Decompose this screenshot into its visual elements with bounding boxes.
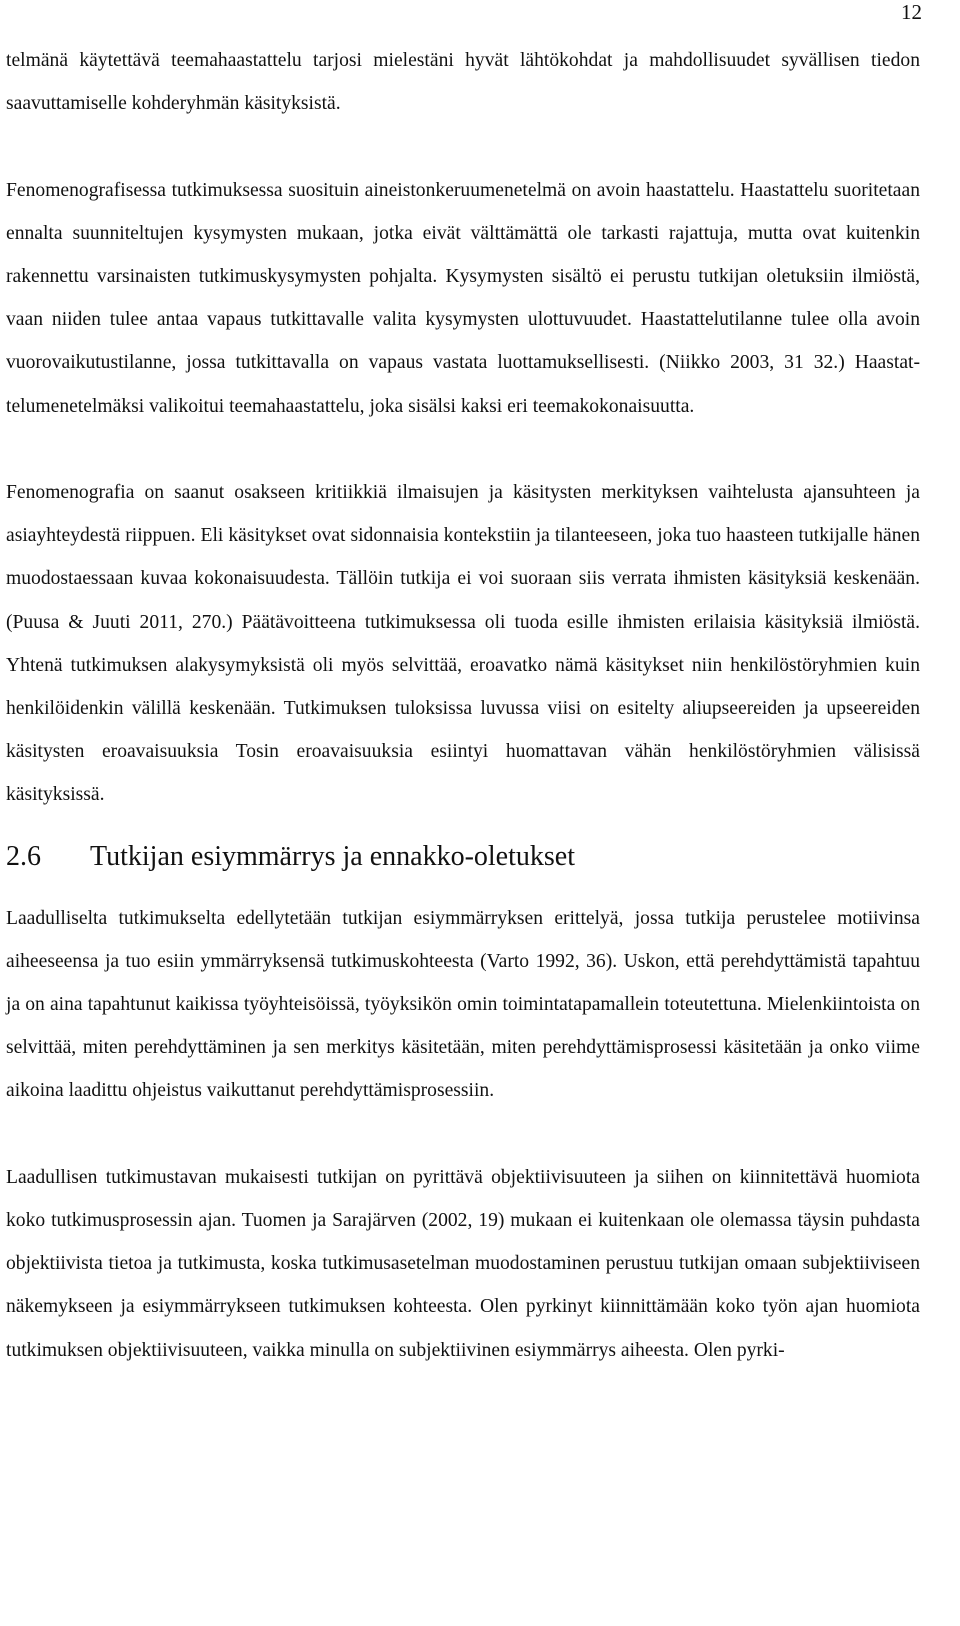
paragraph-spacer — [6, 428, 920, 471]
paragraph-1: telmänä käytettävä teemahaastattelu tarjosi mielestäni hyvät lähtökohdat ja mahdollisuudet syvällisen tiedon saavuttamiselle kohderyhmän käsityksistä. — [6, 50, 920, 115]
paragraph-5: Laadullisen tutkimustavan mukaisesti tutkijan on pyrittävä objektiivisuuteen ja siihen on kiinnitettävä huomiota koko tutkimusprosessin ajan. Tuomen ja Sarajärven (2002, 19) mukaan ei kuitenkaan ole olemassa täysin puhdasta objektiivista tietoa ja tutkimusta, koska tutkimusasetelman muodostaminen perustuu tutkijan omaan subjektiiviseen näkemykseen ja esiymmärrykseen tutkimuksen kohteesta. Olen pyrkinyt kiinnittämään koko työn ajan huomiota tutkimuksen objektiivisuuteen, vaikka minulla on subjektiivinen esiymmärrys aiheesta. Olen pyrki- — [6, 1166, 920, 1361]
section-heading — [6, 817, 920, 897]
document-body — [6, 39, 920, 1372]
paragraph-2: Fenomenografisessa tutkimuksessa suosituin aineistonkeruumenetelmä on avoin haastattelu. Haastattelu suoritetaan ennalta suunniteltujen kysymysten mukaan, jotka eivät välttämättä ole tarkasti rajattuja, mutta ovat kuitenkin rakennettu varsinaisten tutkimuskysymysten pohjalta. Kysymysten sisältö ei perustu tutkijan oletuksiin ilmiöstä, vaan niiden tulee antaa vapaus tutkittavalle valita kysymysten ulottuvuudet. Haastattelutilanne tulee olla avoin vuorovaikutustilanne, jossa tutkittavalla on vapaus vastata luottamuksellisesti. (Niikko 2003, 31 32.) Haastattelumenetelmäksi valikoitui teemahaastattelu, joka sisälsi kaksi eri teemakokonaisuutta. — [6, 179, 920, 417]
page-number: 12 — [901, 0, 922, 24]
paragraph-spacer — [6, 1113, 920, 1156]
section-number: 2.6 — [6, 840, 41, 872]
paragraph-3: Fenomenografia on saanut osakseen kritiikkiä ilmaisujen ja käsitysten merkityksen vaihtelusta ajansuhteen ja asiayhteydestä riippuen. Eli käsitykset ovat sidonnaisia kontekstiin ja tilanteeseen, joka tuo haasteen tutkijalle hänen muodostaessaan kuvaa kokonaisuudesta. Tällöin tutkija ei voi suoraan siis verrata ihmisten käsityksiä keskenään. (Puusa & Juuti 2011, 270.) Päätävoitteena tutkimuksessa oli tuoda esille ihmisten erilaisia käsityksiä ilmiöstä. Yhtenä tutkimuksen alakysymyksistä oli myös selvittää, eroavatko nämä käsitykset niin henkilöstöryhmien kuin henkilöidenkin välillä keskenään. Tutkimuksen tuloksissa luvussa viisi on esitelty aliupseereiden ja upseereiden käsitysten eroavaisuuksia Tosin eroavaisuuksia esiintyi huomattavan vähän henkilöstöryhmien välisissä käsityksissä. — [6, 482, 920, 806]
section-title: Tutkijan esiymmärrys ja ennakko-oletukset — [90, 840, 575, 872]
paragraph-spacer — [6, 125, 920, 168]
paragraph-4: Laadulliselta tutkimukselta edellytetään tutkijan esiymmärryksen erittelyä, jossa tutkija perustelee motiivinsa aiheeseensa ja tuo esiin ymmärryksensä tutkimuskohteesta (Varto 1992, 36). Uskon, että perehdyttämistä tapahtuu ja on aina tapahtunut kaikissa työyhteisöissä, työyksikön omin toimintatapamallein toteutettuna. Mielenkiintoista on selvittää, miten perehdyttäminen ja sen merkitys käsitetään, miten perehdyttämisprosessi käsitetään ja onko viime aikoina laadittu ohjeistus vaikuttanut perehdyttämisprosessiin. — [6, 907, 920, 1102]
